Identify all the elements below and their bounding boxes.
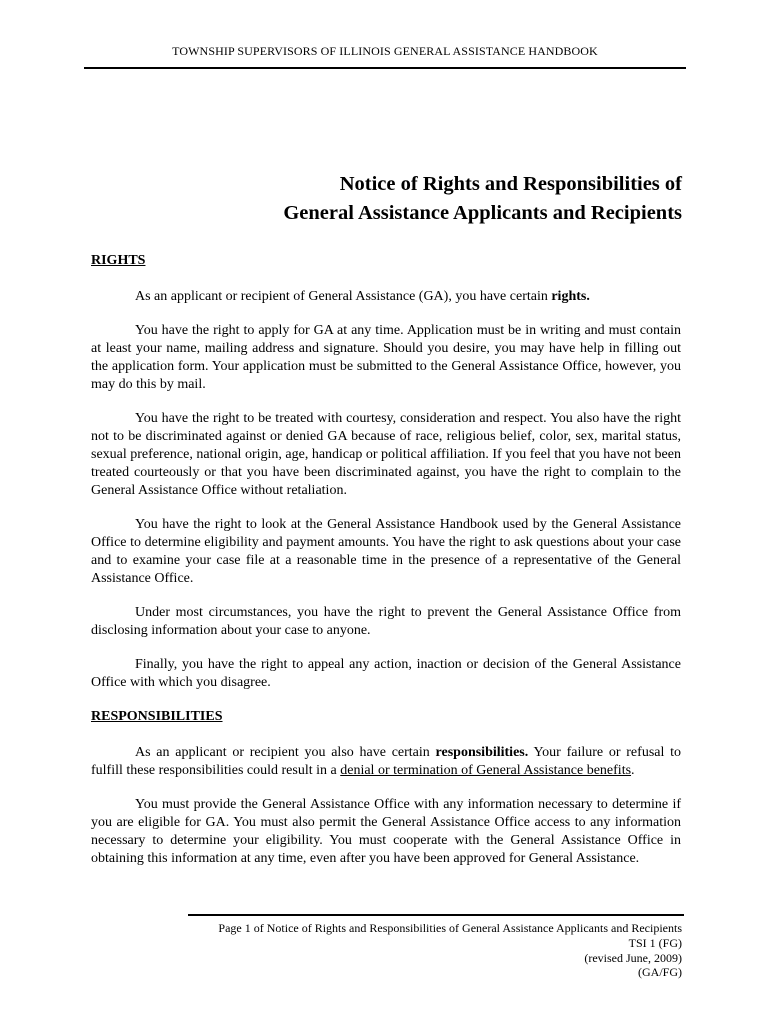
- footer-form-id: TSI 1 (FG): [628, 935, 682, 950]
- rights-paragraph-appeal: Finally, you have the right to appeal any action, inaction or decision of the General Assistance Office with which you disagree.: [91, 657, 681, 690]
- title-line-1: Notice of Rights and Responsibilities of: [339, 173, 682, 195]
- footer-revised: (revised June, 2009): [584, 950, 682, 965]
- title-line-2: General Assistance Applicants and Recipients: [283, 202, 682, 224]
- responsibilities-heading: RESPONSIBILITIES: [91, 709, 223, 724]
- resp-intro-end: .: [631, 763, 635, 778]
- responsibilities-intro: [91, 744, 681, 780]
- resp-bold-word: responsibilities.: [435, 745, 529, 760]
- rights-bold-word: rights.: [551, 289, 590, 304]
- rights-paragraph-privacy: Under most circumstances, you have the right to prevent the General Assistance Office from disclosing information about your case to anyone.: [91, 605, 681, 638]
- rights-paragraph-handbook: You have the right to look at the General Assistance Handbook used by the General Assistance Office to determine eligibility and payment amounts. You have the right to ask questions about your case and to examine your case file at a reasonable time in the presence of a representative of the General Assistance Office.: [91, 517, 681, 586]
- document-title: [200, 170, 682, 228]
- footer-rule: [188, 914, 684, 916]
- rights-paragraph-apply: You have the right to apply for GA at any time. Application must be in writing and must contain at least your name, mailing address and signature. Should you desire, you may have help in filling out the application form. Your application must be submitted to the General Assistance Office, however, you may do this by mail.: [91, 323, 681, 392]
- header-rule: [84, 67, 686, 69]
- responsibilities-paragraph-information: You must provide the General Assistance Office with any information necessary to determine if you are eligible for GA. You must also permit the General Assistance Office access to any information necessary to determine your eligibility. You must cooperate with the General Assistance Office in obtaining this information at any time, even after you have been approved for General Assistance.: [91, 797, 681, 866]
- rights-intro-text: As an applicant or recipient of General Assistance (GA), you have certain: [135, 289, 552, 304]
- resp-underlined-phrase: denial or termination of General Assistance benefits: [340, 763, 632, 778]
- footer-page-line: Page 1 of Notice of Rights and Responsibilities of General Assistance Applicants and Recipients: [218, 921, 682, 935]
- footer-code: (GA/FG): [638, 965, 682, 980]
- rights-heading: RIGHTS: [91, 253, 146, 268]
- resp-intro-middle: Your failure or refusal to fulfill these responsibilities could result in a: [91, 745, 682, 778]
- rights-paragraph-courtesy: You have the right to be treated with courtesy, consideration and respect. You also have the right not to be discriminated against or denied GA because of race, religious belief, color, sex, marital status, sexual preference, national origin, age, handicap or political affiliation. If you feel that you have not been treated courteously or that you have been discriminated against, you have the right to complain to the General Assistance Office without retaliation.: [91, 411, 681, 498]
- rights-intro: [91, 288, 681, 306]
- page-footer: [180, 921, 682, 980]
- running-header: TOWNSHIP SUPERVISORS OF ILLINOIS GENERAL ASSISTANCE HANDBOOK: [172, 44, 598, 58]
- document-body: [91, 252, 681, 884]
- resp-intro-text: As an applicant or recipient you also have certain: [135, 745, 436, 760]
